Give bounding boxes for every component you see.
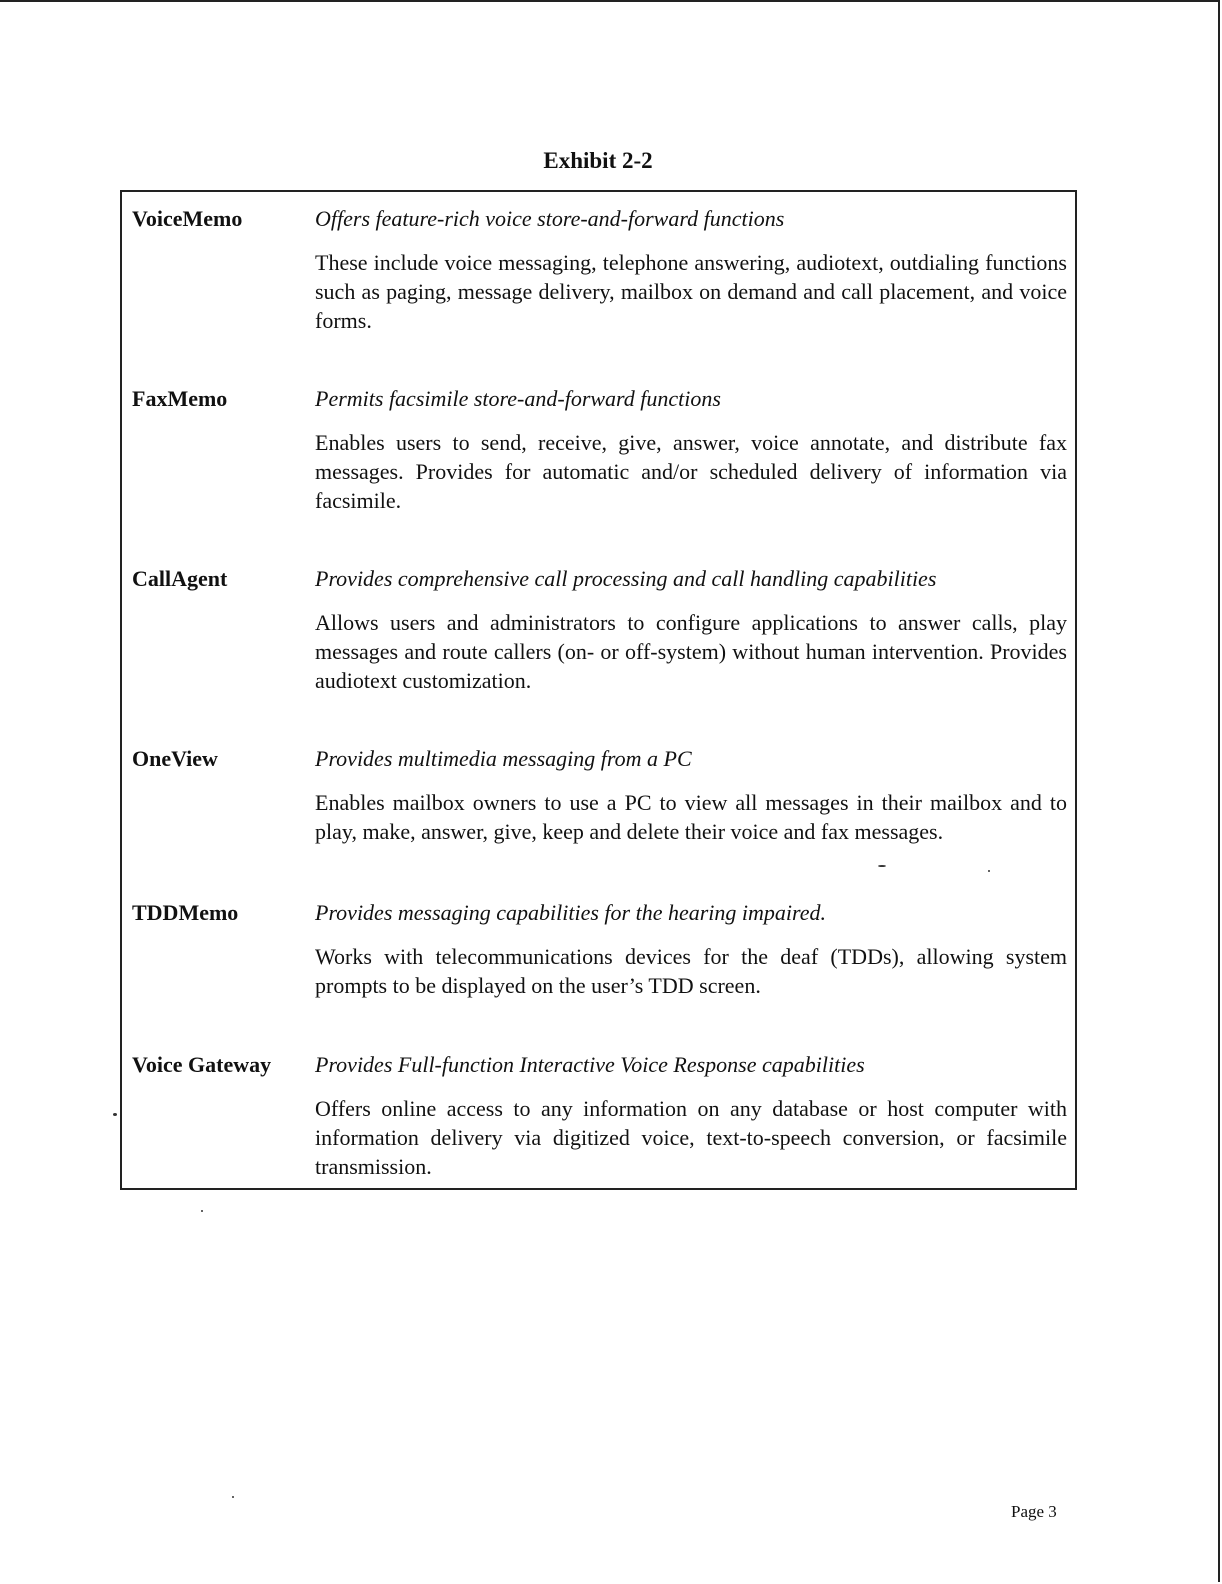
- entry-name: FaxMemo: [132, 386, 228, 411]
- entry-summary: Provides Full-function Interactive Voice Response capabilities: [315, 1052, 865, 1077]
- entry-description: Enables users to send, receive, give, answer, voice annotate, and distribute fax messages. Provides for automatic and/or scheduled delivery of information via facsimile.: [315, 430, 1067, 513]
- entry-description: Enables mailbox owners to use a PC to view all messages in their mailbox and to play, make, answer, give, keep and delete their voice and fax messages.: [315, 790, 1067, 844]
- entry-summary: Provides messaging capabilities for the hearing impaired.: [315, 900, 827, 925]
- entry-summary: Permits facsimile store-and-forward functions: [315, 386, 721, 411]
- entry-name: OneView: [132, 746, 218, 771]
- scan-speck: [988, 870, 990, 872]
- page-number: Page 3: [1011, 1502, 1057, 1521]
- exhibit-table: [120, 190, 1077, 1190]
- exhibit-title: Exhibit 2-2: [543, 148, 653, 173]
- scan-speck: [232, 1496, 234, 1498]
- entry-description: These include voice messaging, telephone answering, audiotext, outdialing functions such as paging, message delivery, mailbox on demand and call placement, and voice forms.: [315, 250, 1067, 333]
- entry-name: VoiceMemo: [132, 206, 243, 231]
- entry-summary: Provides comprehensive call processing and call handling capabilities: [315, 566, 937, 591]
- entry-description: Allows users and administrators to configure applications to answer calls, play messages and route callers (on- or off-system) without human intervention. Provides audiotext customization.: [315, 610, 1067, 693]
- scan-speck: [113, 1113, 117, 1116]
- entry-name: TDDMemo: [132, 900, 239, 925]
- scan-speck: [878, 865, 886, 867]
- scan-speck: [201, 1210, 203, 1212]
- entry-name: Voice Gateway: [132, 1052, 272, 1077]
- entry-summary: Offers feature-rich voice store-and-forward functions: [315, 206, 785, 231]
- entry-description: Works with telecommunications devices for the deaf (TDDs), allowing system prompts to be displayed on the user’s TDD screen.: [315, 944, 1067, 998]
- entry-name: CallAgent: [132, 566, 228, 591]
- entry-summary: Provides multimedia messaging from a PC: [315, 746, 692, 771]
- entry-description: Offers online access to any information on any database or host computer with information delivery via digitized voice, text-to-speech conversion, or facsimile transmission.: [315, 1096, 1067, 1179]
